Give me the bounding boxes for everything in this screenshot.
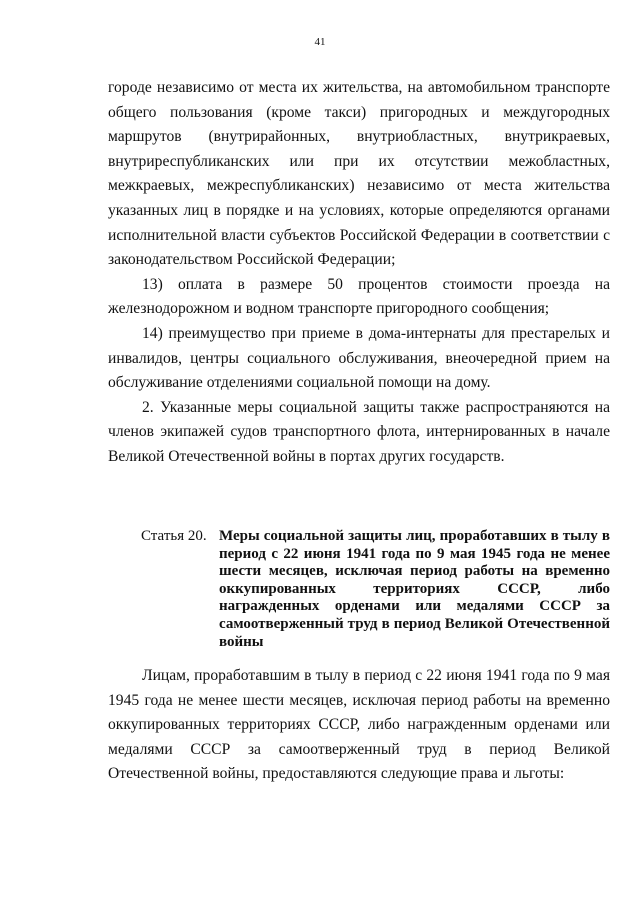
article-heading — [141, 528, 610, 651]
article-label: Статья 20. — [141, 528, 207, 544]
upper-text-block — [108, 76, 610, 470]
lower-text-block — [108, 664, 610, 787]
paragraph-article-20-intro: Лицам, проработавшим в тылу в период с 22 июня 1941 года по 9 мая 1945 года не менее шести месяцев, исключая период работы на временно оккупированных территориях СССР, либо награжденным орденами или медалями СССР за самоотверженный труд в период Великой Отечественной войны, предоставляются следующие права и льготы: — [108, 667, 610, 783]
paragraph-item-13: 13) оплата в размере 50 процентов стоимости проезда на железнодорожном и водном транспорте пригородного сообщения; — [108, 275, 610, 318]
page-number: 41 — [314, 36, 326, 48]
paragraph-continuation: городе независимо от места их жительства, на автомобильном транспорте общего пользования (кроме такси) пригородных и междугородных маршрутов (внутрирайонных, внутриобластных, внутрикраевых, внутриреспубликанских или при их отсутствии межобластных, межкраевых, межреспубликанских) независимо от места жительства указанных лиц в порядке и на условиях, которые определяются органами исполнительной власти субъектов Российской Федерации в соответствии с законодательством Российской Федерации; — [108, 79, 610, 269]
paragraph-part-2: 2. Указанные меры социальной защиты также распространяются на членов экипажей судов транспортного флота, интернированных в начале Великой Отечественной войны в портах других государств. — [108, 398, 610, 465]
paragraph-item-14: 14) преимущество при приеме в дома-интернаты для престарелых и инвалидов, центры социального обслуживания, внеочередной прием на обслуживание отделениями социальной помощи на дому. — [108, 324, 610, 392]
article-title: Меры социальной защиты лиц, проработавших в тылу в период с 22 июня 1941 года по 9 мая 1945 года не менее шести месяцев, исключая период работы на временно оккупированных территориях СССР, либо награжденных орденами или медалями СССР за самоотверженный труд в период Великой Отечественной войны — [219, 528, 610, 650]
